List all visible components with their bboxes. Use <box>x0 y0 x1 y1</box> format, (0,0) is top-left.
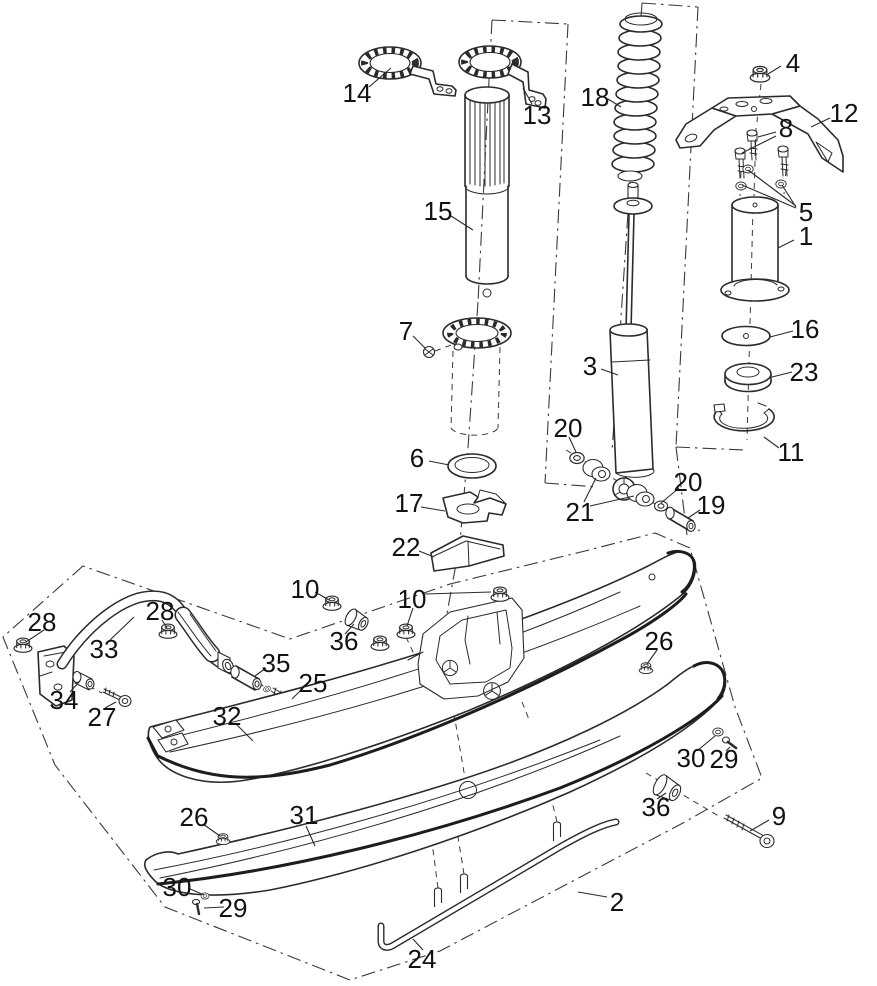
part-label-6: 6 <box>409 443 425 473</box>
part-30-washer-right <box>713 728 723 736</box>
part-label-11: 11 <box>777 437 805 467</box>
part-label-28a: 28 <box>27 607 57 637</box>
part-label-29a: 29 <box>709 744 739 774</box>
part-label-1: 1 <box>798 221 814 251</box>
part-label-18: 18 <box>580 82 610 112</box>
part-label-20a: 20 <box>553 413 583 443</box>
part-label-3: 3 <box>582 351 598 381</box>
part-label-29b: 29 <box>218 893 248 923</box>
part-label-24: 24 <box>407 944 437 974</box>
part-label-5: 5 <box>798 197 814 227</box>
part-label-27: 27 <box>87 702 117 732</box>
part-label-25: 25 <box>298 668 328 698</box>
part-label-34: 34 <box>49 685 79 715</box>
part-label-10b: 10 <box>397 584 427 614</box>
part-16-washer-disc <box>722 327 770 346</box>
part-label-10a: 10 <box>290 574 320 604</box>
part-label-26b: 26 <box>179 802 209 832</box>
part-label-32: 32 <box>212 701 242 731</box>
part-label-36b: 36 <box>641 792 671 822</box>
part-label-21: 21 <box>565 497 595 527</box>
part-label-17: 17 <box>394 488 424 518</box>
part-28-nut-right <box>159 624 177 638</box>
part-label-13: 13 <box>522 100 552 130</box>
part-label-35: 35 <box>261 648 291 678</box>
part-label-26a: 26 <box>644 626 674 656</box>
part-6-ring-seal <box>448 454 496 478</box>
part-label-19: 19 <box>696 490 726 520</box>
part-7-set-screw <box>424 347 435 358</box>
part-4-flange-nut <box>750 66 770 82</box>
part-label-15: 15 <box>423 196 453 226</box>
part-20-washer-left <box>570 453 584 464</box>
part-label-31: 31 <box>289 800 319 830</box>
part-label-30b: 30 <box>162 872 192 902</box>
part-label-36a: 36 <box>329 626 359 656</box>
part-label-4: 4 <box>785 48 801 78</box>
part-label-16: 16 <box>790 314 820 344</box>
part-label-20b: 20 <box>673 467 703 497</box>
part-label-8: 8 <box>778 113 794 143</box>
part-label-14: 14 <box>342 78 372 108</box>
part-label-7: 7 <box>398 316 414 346</box>
part-label-12: 12 <box>829 98 859 128</box>
part-label-33: 33 <box>89 634 119 664</box>
part-label-28b: 28 <box>145 596 175 626</box>
part-label-30a: 30 <box>676 743 706 773</box>
part-label-2: 2 <box>609 887 625 917</box>
part-26-nut-right <box>639 663 653 674</box>
part-label-23: 23 <box>789 357 819 387</box>
part-label-22: 22 <box>391 532 421 562</box>
part-label-9: 9 <box>771 801 787 831</box>
